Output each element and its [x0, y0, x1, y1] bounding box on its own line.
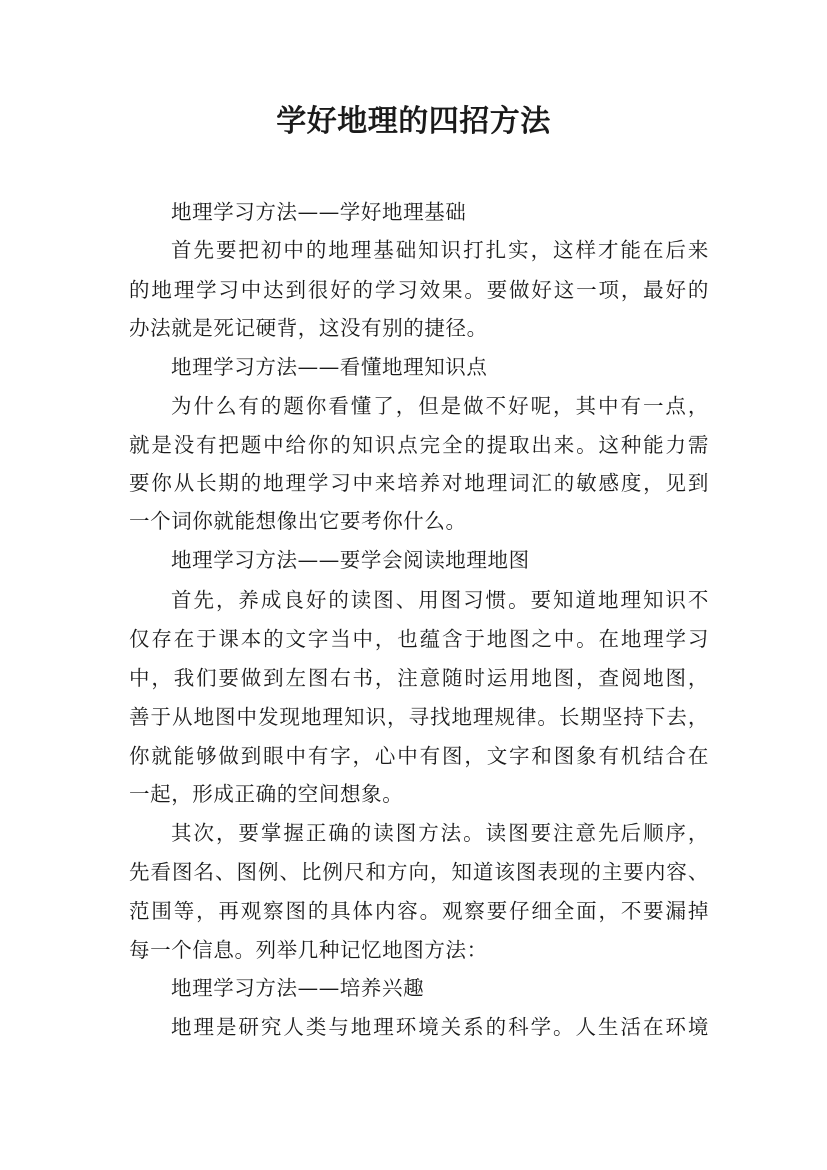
document-title: 学好地理的四招方法	[276, 104, 551, 139]
section-heading: 地理学习方法——培养兴趣	[171, 976, 425, 1000]
paragraph-line: 其次，要掌握正确的读图方法。读图要注意先后顺序，	[171, 821, 709, 845]
paragraph-line: 一个词你就能想像出它要考你什么。	[129, 509, 467, 533]
paragraph-line: 善于从地图中发现地理知识，寻找地理规律。长期坚持下去，	[129, 705, 709, 729]
paragraph-line: 就是没有把题中给你的知识点完全的提取出来。这种能力需	[129, 433, 709, 457]
paragraph-line: 你就能够做到眼中有字，心中有图，文字和图象有机结合在	[129, 744, 709, 768]
paragraph-line: 办法就是死记硬背，这没有别的捷径。	[129, 316, 488, 340]
paragraph-line: 一起，形成正确的空间想象。	[129, 782, 404, 806]
paragraph-line: 首先，养成良好的读图、用图习惯。要知道地理知识不	[171, 588, 709, 612]
section-heading: 地理学习方法——要学会阅读地理地图	[171, 548, 530, 572]
section-heading: 地理学习方法——学好地理基础	[171, 200, 467, 224]
paragraph-line: 先看图名、图例、比例尺和方向，知道该图表现的主要内容、	[129, 860, 709, 884]
section-heading: 地理学习方法——看懂地理知识点	[171, 355, 488, 379]
paragraph-line: 的地理学习中达到很好的学习效果。要做好这一项，最好的	[129, 278, 709, 302]
paragraph-line: 中，我们要做到左图右书，注意随时运用地图，查阅地图，	[129, 666, 709, 690]
paragraph-line: 范围等，再观察图的具体内容。观察要仔细全面，不要漏掉	[129, 899, 709, 923]
paragraph-line: 仅存在于课本的文字当中，也蕴含于地图之中。在地理学习	[129, 627, 709, 651]
paragraph-line: 每一个信息。列举几种记忆地图方法：	[129, 938, 488, 962]
paragraph-line: 为什么有的题你看懂了，但是做不好呢，其中有一点，	[171, 394, 709, 418]
paragraph-line: 地理是研究人类与地理环境关系的科学。人生活在环境	[171, 1015, 709, 1039]
paragraph-line: 要你从长期的地理学习中来培养对地理词汇的敏感度，见到	[129, 471, 709, 495]
paragraph-line: 首先要把初中的地理基础知识打扎实，这样才能在后来	[171, 238, 709, 262]
